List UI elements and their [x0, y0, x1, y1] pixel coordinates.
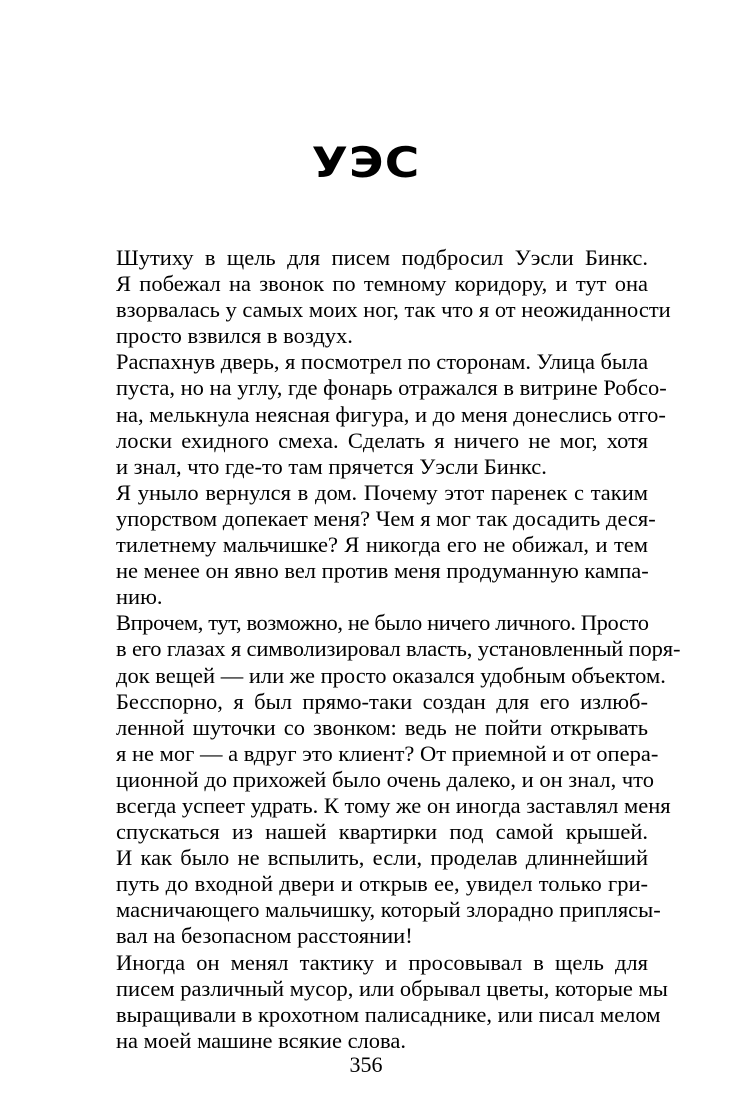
text-line: Шутиху в щель для писем подбросил Уэсли Бинкс. — [116, 245, 648, 270]
text-line: Я побежал на звонок по темному коридору, и тут она — [116, 271, 648, 297]
paragraph — [84, 349, 667, 479]
text-line: пуста, но на углу, где фонарь отражался в витрине Робсо- — [116, 375, 667, 401]
text-line: ционной до прихожей было очень далеко, и он знал, что — [116, 766, 654, 792]
paragraph — [84, 949, 668, 1054]
text-line: на моей машине всякие слова. — [116, 1027, 406, 1053]
text-line: масничающего мальчишку, который злорадно приплясы- — [116, 897, 661, 923]
text-line: просто взвился в воздух. — [116, 323, 353, 349]
paragraph — [84, 610, 681, 688]
text-line: Распахнув дверь, я посмотрел по сторонам. Улица была — [116, 349, 648, 375]
text-line: вал на безопасном расстоянии! — [116, 923, 413, 949]
text-line: взорвалась у самых моих ног, так что я от неожиданности — [116, 297, 671, 323]
text-line: док вещей — или же просто оказался удобным объектом. — [116, 662, 666, 688]
paragraph — [84, 479, 656, 610]
text-line: Я уныло вернулся в дом. Почему этот паренек с таким — [116, 479, 648, 505]
text-line: Бесспорно, я был прямо-таки создан для его излюб- — [116, 688, 648, 714]
text-line: лоски ехидного смеха. Сделать я ничего не мог, хотя — [116, 427, 648, 453]
text-line: И как было не вспылить, если, проделав длиннейший — [116, 845, 648, 871]
text-line: на, мелькнула неясная фигура, и до меня донеслись отго- — [116, 401, 666, 427]
text-line: ленной шуточки со звонком: ведь не пойти открывать — [116, 714, 648, 740]
chapter-title: УЭС — [311, 138, 421, 187]
text-line: спускаться из нашей квартирки под самой крышей. — [116, 819, 648, 845]
text-line: Впрочем, тут, возможно, не было ничего личного. Просто — [116, 610, 649, 636]
text-line: нию. — [116, 584, 163, 610]
text-line: писем различный мусор, или обрывал цветы, которые мы — [116, 975, 668, 1001]
text-line: не менее он явно вел против меня продуманную кампа- — [116, 558, 649, 584]
body-text — [84, 245, 681, 1054]
paragraph — [84, 688, 671, 950]
text-line: выращивали в крохотном палисаднике, или писал мелом — [116, 1001, 661, 1027]
paragraph — [84, 245, 671, 349]
text-line: и знал, что где-то там прячется Уэсли Бинкс. — [116, 453, 547, 479]
page-number: 356 — [349, 1052, 383, 1077]
text-line: всегда успеет удрать. К тому же он иногда заставлял меня — [116, 792, 671, 818]
text-line: путь до входной двери и открыв ее, увидел только гри- — [116, 871, 648, 897]
text-line: в его глазах я символизировал власть, установленный поря- — [116, 636, 681, 662]
text-line: я не мог — а вдруг это клиент? От приемной и от опера- — [116, 740, 659, 766]
text-line: тилетнему мальчишке? Я никогда его не обижал, и тем — [116, 532, 648, 558]
text-line: Иногда он менял тактику и просовывал в щель для — [116, 949, 648, 975]
text-line: упорством допекает меня? Чем я мог так досадить деся- — [116, 505, 656, 531]
